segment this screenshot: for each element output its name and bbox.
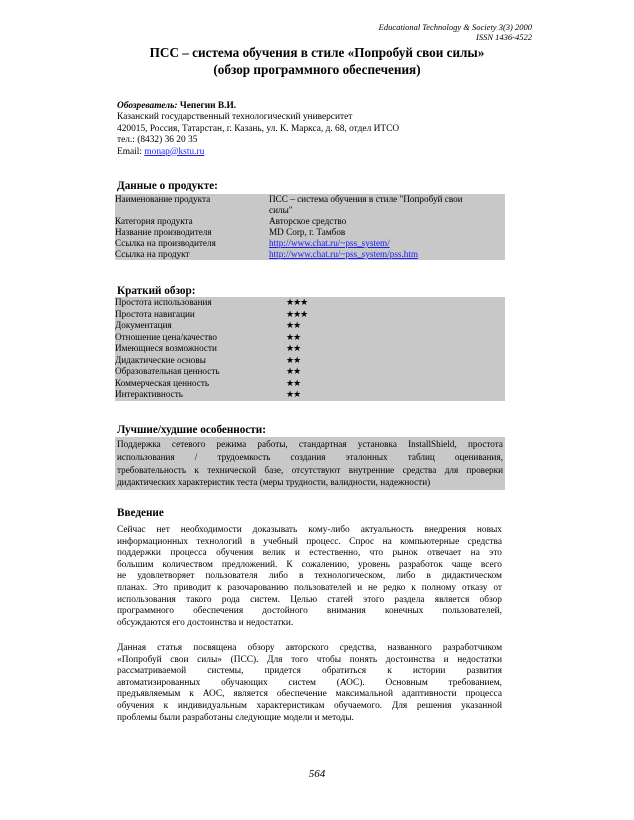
star-rating: ★★ [286, 389, 301, 399]
product-value: Авторское средство [269, 216, 347, 226]
product-value: ПСС – система обучения в стиле "Попробуй свои [269, 194, 463, 204]
features-line: требовательность к технической базе, отсутствуют внутренние средства для проверки [117, 464, 503, 475]
page-number: 564 [308, 768, 326, 780]
paragraph-line: рассматриваемой системы, придется обратиться к истории развития [117, 666, 502, 677]
star-rating: ★★★ [286, 297, 308, 307]
star-rating: ★★ [286, 320, 301, 330]
reviewer-address: 420015, Россия, Татарстан, г. Казань, ул. К. Маркса, д. 68, отдел ИТСО [117, 123, 400, 134]
product-value: силы" [269, 205, 293, 215]
issn-header: ISSN 1436-4522 [476, 32, 532, 42]
table-row [115, 216, 505, 227]
star-rating: ★★ [286, 343, 301, 353]
paragraph-line: информационных технологий в учебный процесс. Спрос на компьютерные средства [117, 536, 502, 547]
review-label: Коммерческая ценность [115, 377, 210, 388]
reviewer-label: Обозреватель: [117, 101, 178, 111]
features-box [115, 437, 505, 490]
product-label: Категория продукта [115, 216, 193, 226]
features-line: использования / трудоемкость создания эталонных таблиц оценивания, [117, 451, 503, 462]
paragraph-line: обсуждаются его достоинства и недостатки. [117, 617, 294, 628]
product-label: Ссылка на продукт [115, 249, 190, 259]
review-label: Интерактивность [115, 389, 183, 399]
table-row [115, 320, 505, 332]
reviewer-name: Чепегин В.И. [179, 101, 237, 111]
paragraph-line: Данная статья посвящена обзору авторского средства, названного разработчиком [117, 643, 502, 653]
reviewer-block [117, 101, 557, 158]
star-rating: ★★★ [286, 308, 308, 319]
intro-paragraph-1 [117, 525, 502, 629]
paragraph-line: не удовлетворяет пользователя либо в технологическом, либо в дидактическом [117, 571, 502, 582]
paragraph-line: обучения к индивидуальным характеристикам обучаемого. Для решения указанной [117, 700, 502, 711]
features-line: дидактических характеристик теста (меры трудности, валидности, надежности) [117, 477, 431, 488]
reviewer-phone: тел.: (8432) 36 20 35 [117, 135, 198, 146]
page-title: ПСС – система обучения в стиле «Попробуй свои силы» [149, 45, 485, 60]
table-row [115, 378, 505, 390]
product-label: Наименование продукта [115, 194, 211, 204]
table-row [115, 343, 505, 355]
table-row [115, 355, 505, 367]
paragraph-line: «Попробуй свои силы» (ПСС). Для того чтобы понять достоинства и недостатки [117, 654, 502, 665]
table-row [115, 249, 505, 260]
paragraph-line: автоматизированных обучающих систем (АОС). Основным требованием, [117, 677, 502, 688]
journal-header: Educational Technology & Society 3(3) 2000 [378, 22, 532, 32]
product-value: MD Corp, г. Тамбов [269, 227, 346, 237]
intro-paragraph-2 [117, 643, 502, 724]
product-table [115, 194, 505, 260]
review-label: Простота использования [115, 297, 212, 307]
table-row [115, 366, 505, 378]
page-subtitle: (обзор программного обеспечения) [213, 62, 421, 77]
star-rating: ★★ [286, 377, 301, 388]
table-row [115, 297, 505, 309]
review-table [115, 297, 505, 401]
intro-heading: Введение [117, 507, 164, 519]
review-label: Простота навигации [115, 308, 195, 319]
paragraph-line: планах. Это приводит к разочарованию пользователей и не редко к полному отказу от [117, 582, 502, 593]
star-rating: ★★ [286, 354, 301, 365]
email-link[interactable]: monap@kstu.ru [144, 146, 205, 157]
table-row [115, 238, 505, 249]
paragraph-line: Сейчас нет необходимости доказывать кому-либо актуальность внедрения новых [117, 525, 502, 535]
table-row [115, 227, 505, 238]
paragraph-line: использования такого рода систем. Целью статей этого раздела является обзор [117, 594, 502, 605]
table-row [115, 309, 505, 321]
review-label: Образовательная ценность [115, 366, 220, 376]
reviewer-org: Казанский государственный технологический университет [117, 112, 353, 123]
paragraph-line: программного обеспечения достойного внимания конечных пользователей, [117, 606, 502, 617]
product-label: Название производителя [115, 227, 212, 237]
review-heading: Краткий обзор: [117, 285, 196, 297]
paragraph-line: предъявляемым к АОС, является обеспечение максимальной адаптивности процесса [117, 689, 502, 700]
features-line: Поддержка сетевого режима работы, стандартная установка InstallShield, простота [117, 439, 503, 449]
table-row [115, 389, 505, 401]
star-rating: ★★ [286, 366, 301, 376]
product-label: Ссылка на производителя [115, 238, 216, 248]
review-label: Отношение цена/качество [115, 331, 217, 342]
review-label: Имеющиеся возможности [115, 343, 217, 353]
features-heading: Лучшие/худшие особенности: [117, 424, 266, 436]
paragraph-line: поддержки процесса обучения велик и естественно, что рынок отвечает на это [117, 548, 502, 559]
star-rating: ★★ [286, 331, 301, 342]
review-label: Дидактические основы [115, 354, 206, 365]
table-row [115, 332, 505, 344]
product-heading: Данные о продукте: [117, 180, 218, 192]
email-label: Email: [117, 146, 142, 157]
paragraph-line: проблемы были разработаны следующие модели и методы. [117, 712, 354, 723]
paragraph-line: большим количеством предложений. К сожалению, уровень разработок чаще всего [117, 559, 502, 570]
review-label: Документация [115, 320, 172, 330]
table-row [115, 194, 505, 216]
product-link[interactable]: http://www.chat.ru/~pss_system/pss.htm [269, 249, 419, 259]
manufacturer-link[interactable]: http://www.chat.ru/~pss_system/ [269, 238, 390, 248]
